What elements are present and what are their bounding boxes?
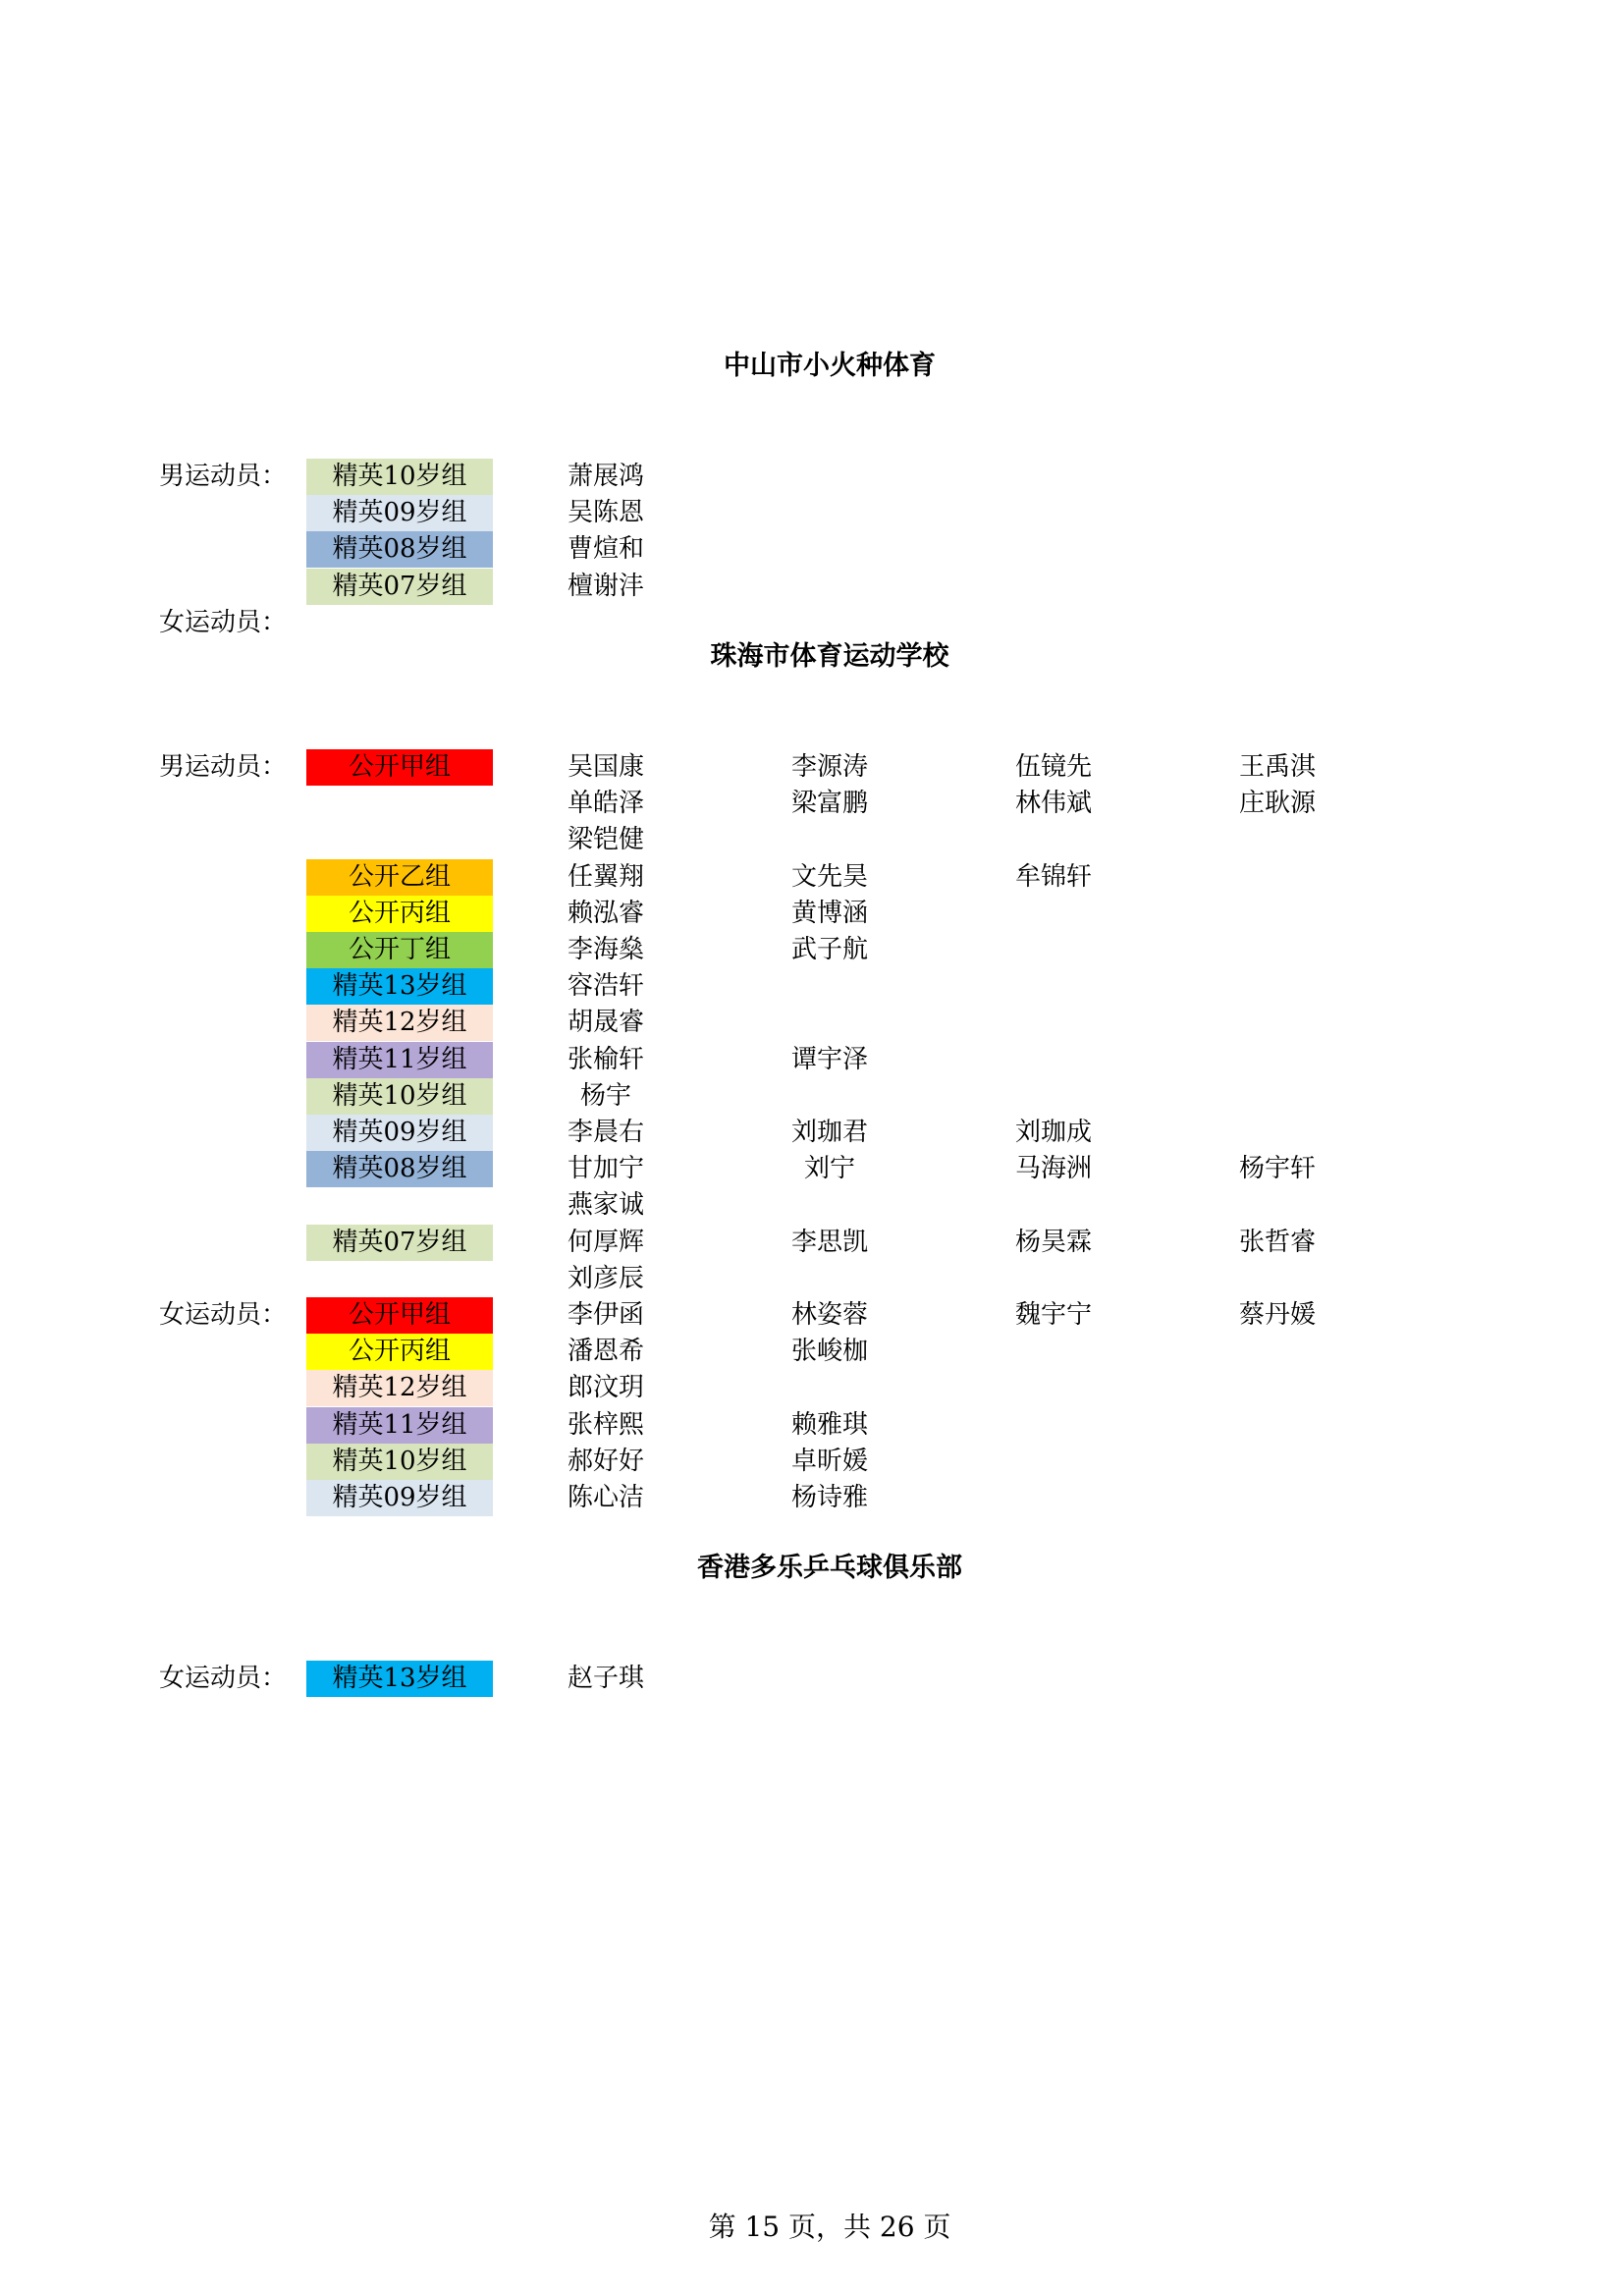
athlete-name: 甘加宁 (567, 1154, 644, 1183)
gender-label: 女运动员： (159, 1664, 288, 1693)
athlete-name: 牟锦轩 (1014, 862, 1092, 892)
athlete-row (0, 1187, 1623, 1224)
athlete-row (0, 1444, 1623, 1480)
group-badge: 公开乙组 (306, 859, 493, 896)
athlete-name: 谭宇泽 (790, 1045, 868, 1074)
athlete-name: 李海燊 (567, 935, 644, 964)
gender-label: 男运动员： (159, 462, 288, 491)
athlete-row (0, 1078, 1623, 1115)
athlete-row (0, 605, 1623, 641)
athlete-row (0, 459, 1623, 495)
athlete-name: 伍镜先 (1014, 752, 1092, 782)
athlete-name: 杨宇 (579, 1081, 631, 1111)
athlete-name: 李思凯 (790, 1228, 868, 1257)
athlete-name: 郝好好 (567, 1447, 644, 1476)
athlete-name: 梁铠健 (567, 825, 644, 854)
athlete-name: 蔡丹媛 (1238, 1300, 1316, 1330)
athlete-name: 卓昕媛 (790, 1447, 868, 1476)
group-badge: 精英09岁组 (306, 1115, 493, 1151)
athlete-name: 杨宇轩 (1238, 1154, 1316, 1183)
athlete-row (0, 531, 1623, 568)
athlete-name: 萧展鸿 (567, 462, 644, 491)
group-badge: 精英08岁组 (306, 1151, 493, 1187)
athlete-name: 潘恩希 (567, 1337, 644, 1366)
athlete-name: 杨诗雅 (790, 1483, 868, 1512)
gender-label: 女运动员： (159, 608, 288, 637)
athlete-name: 燕家诚 (567, 1190, 644, 1220)
athlete-name: 赖雅琪 (790, 1410, 868, 1440)
athlete-row (0, 1480, 1623, 1516)
group-badge: 精英07岁组 (306, 1225, 493, 1261)
athlete-row (0, 859, 1623, 896)
group-badge: 精英11岁组 (306, 1407, 493, 1444)
group-badge: 精英10岁组 (306, 1444, 493, 1480)
athlete-name: 王禹淇 (1238, 752, 1316, 782)
athlete-name: 杨昊霖 (1014, 1228, 1092, 1257)
athlete-name: 单皓泽 (567, 789, 644, 818)
athlete-name: 容浩轩 (567, 971, 644, 1001)
athlete-row (0, 569, 1623, 605)
athlete-name: 李伊函 (567, 1300, 644, 1330)
athlete-name: 吴陈恩 (567, 498, 644, 527)
athlete-row (0, 932, 1623, 968)
group-badge: 精英10岁组 (306, 459, 493, 495)
athlete-row (0, 1370, 1623, 1406)
athlete-name: 黄博涵 (790, 899, 868, 928)
athlete-name: 武子航 (790, 935, 868, 964)
athlete-name: 任翼翔 (567, 862, 644, 892)
athlete-row (0, 1297, 1623, 1334)
group-badge: 精英08岁组 (306, 531, 493, 568)
group-badge: 精英07岁组 (306, 569, 493, 605)
gender-label: 男运动员： (159, 752, 288, 782)
athlete-name: 张梓熙 (567, 1410, 644, 1440)
athlete-name: 刘彦辰 (567, 1264, 644, 1293)
athlete-name: 吴国康 (567, 752, 644, 782)
athlete-row (0, 1407, 1623, 1444)
athlete-name: 林伟斌 (1014, 789, 1092, 818)
athlete-row (0, 968, 1623, 1005)
group-badge: 精英13岁组 (306, 1661, 493, 1697)
athlete-row (0, 495, 1623, 531)
athlete-name: 梁富鹏 (790, 789, 868, 818)
athlete-row (0, 1005, 1623, 1041)
athlete-name: 李源涛 (790, 752, 868, 782)
gender-label: 女运动员： (159, 1300, 288, 1330)
group-badge: 公开甲组 (306, 749, 493, 786)
athlete-name: 李晨右 (567, 1118, 644, 1147)
athlete-name: 陈心洁 (567, 1483, 644, 1512)
group-badge: 精英10岁组 (306, 1078, 493, 1115)
group-badge: 精英09岁组 (306, 495, 493, 531)
section-title: 中山市小火种体育 (724, 351, 936, 381)
athlete-row (0, 1151, 1623, 1187)
athlete-row (0, 1225, 1623, 1261)
athlete-name: 胡晟睿 (567, 1008, 644, 1037)
group-badge: 精英12岁组 (306, 1005, 493, 1041)
athlete-row (0, 1042, 1623, 1078)
group-badge: 精英13岁组 (306, 968, 493, 1005)
athlete-row (0, 822, 1623, 858)
group-badge: 公开丙组 (306, 896, 493, 932)
athlete-name: 郎汶玥 (567, 1373, 644, 1402)
athlete-name: 刘珈成 (1014, 1118, 1092, 1147)
athlete-row (0, 1115, 1623, 1151)
athlete-name: 文先昊 (790, 862, 868, 892)
page-footer: 第 15 页，共 26 页 (708, 2211, 951, 2243)
athlete-name: 张峻枷 (790, 1337, 868, 1366)
athlete-name: 刘宁 (803, 1154, 855, 1183)
athlete-name: 马海洲 (1014, 1154, 1092, 1183)
athlete-row (0, 1334, 1623, 1370)
athlete-name: 张哲睿 (1238, 1228, 1316, 1257)
athlete-name: 魏宇宁 (1014, 1300, 1092, 1330)
group-badge: 精英11岁组 (306, 1042, 493, 1078)
athlete-name: 林姿蓉 (790, 1300, 868, 1330)
section-title: 珠海市体育运动学校 (710, 641, 949, 672)
athlete-name: 檀谢沣 (567, 572, 644, 601)
athlete-name: 何厚辉 (567, 1228, 644, 1257)
athlete-name: 赵子琪 (567, 1664, 644, 1693)
group-badge: 公开丙组 (306, 1334, 493, 1370)
athlete-row (0, 896, 1623, 932)
athlete-name: 刘珈君 (790, 1118, 868, 1147)
athlete-row (0, 786, 1623, 822)
athlete-row (0, 749, 1623, 786)
group-badge: 精英12岁组 (306, 1370, 493, 1406)
group-badge: 公开甲组 (306, 1297, 493, 1334)
athlete-row (0, 1261, 1623, 1297)
athlete-row (0, 1661, 1623, 1697)
athlete-name: 庄耿源 (1238, 789, 1316, 818)
group-badge: 精英09岁组 (306, 1480, 493, 1516)
section-title: 香港多乐乒乓球俱乐部 (697, 1553, 962, 1583)
athlete-name: 张榆轩 (567, 1045, 644, 1074)
athlete-name: 曹煊和 (567, 534, 644, 564)
group-badge: 公开丁组 (306, 932, 493, 968)
athlete-name: 赖泓睿 (567, 899, 644, 928)
